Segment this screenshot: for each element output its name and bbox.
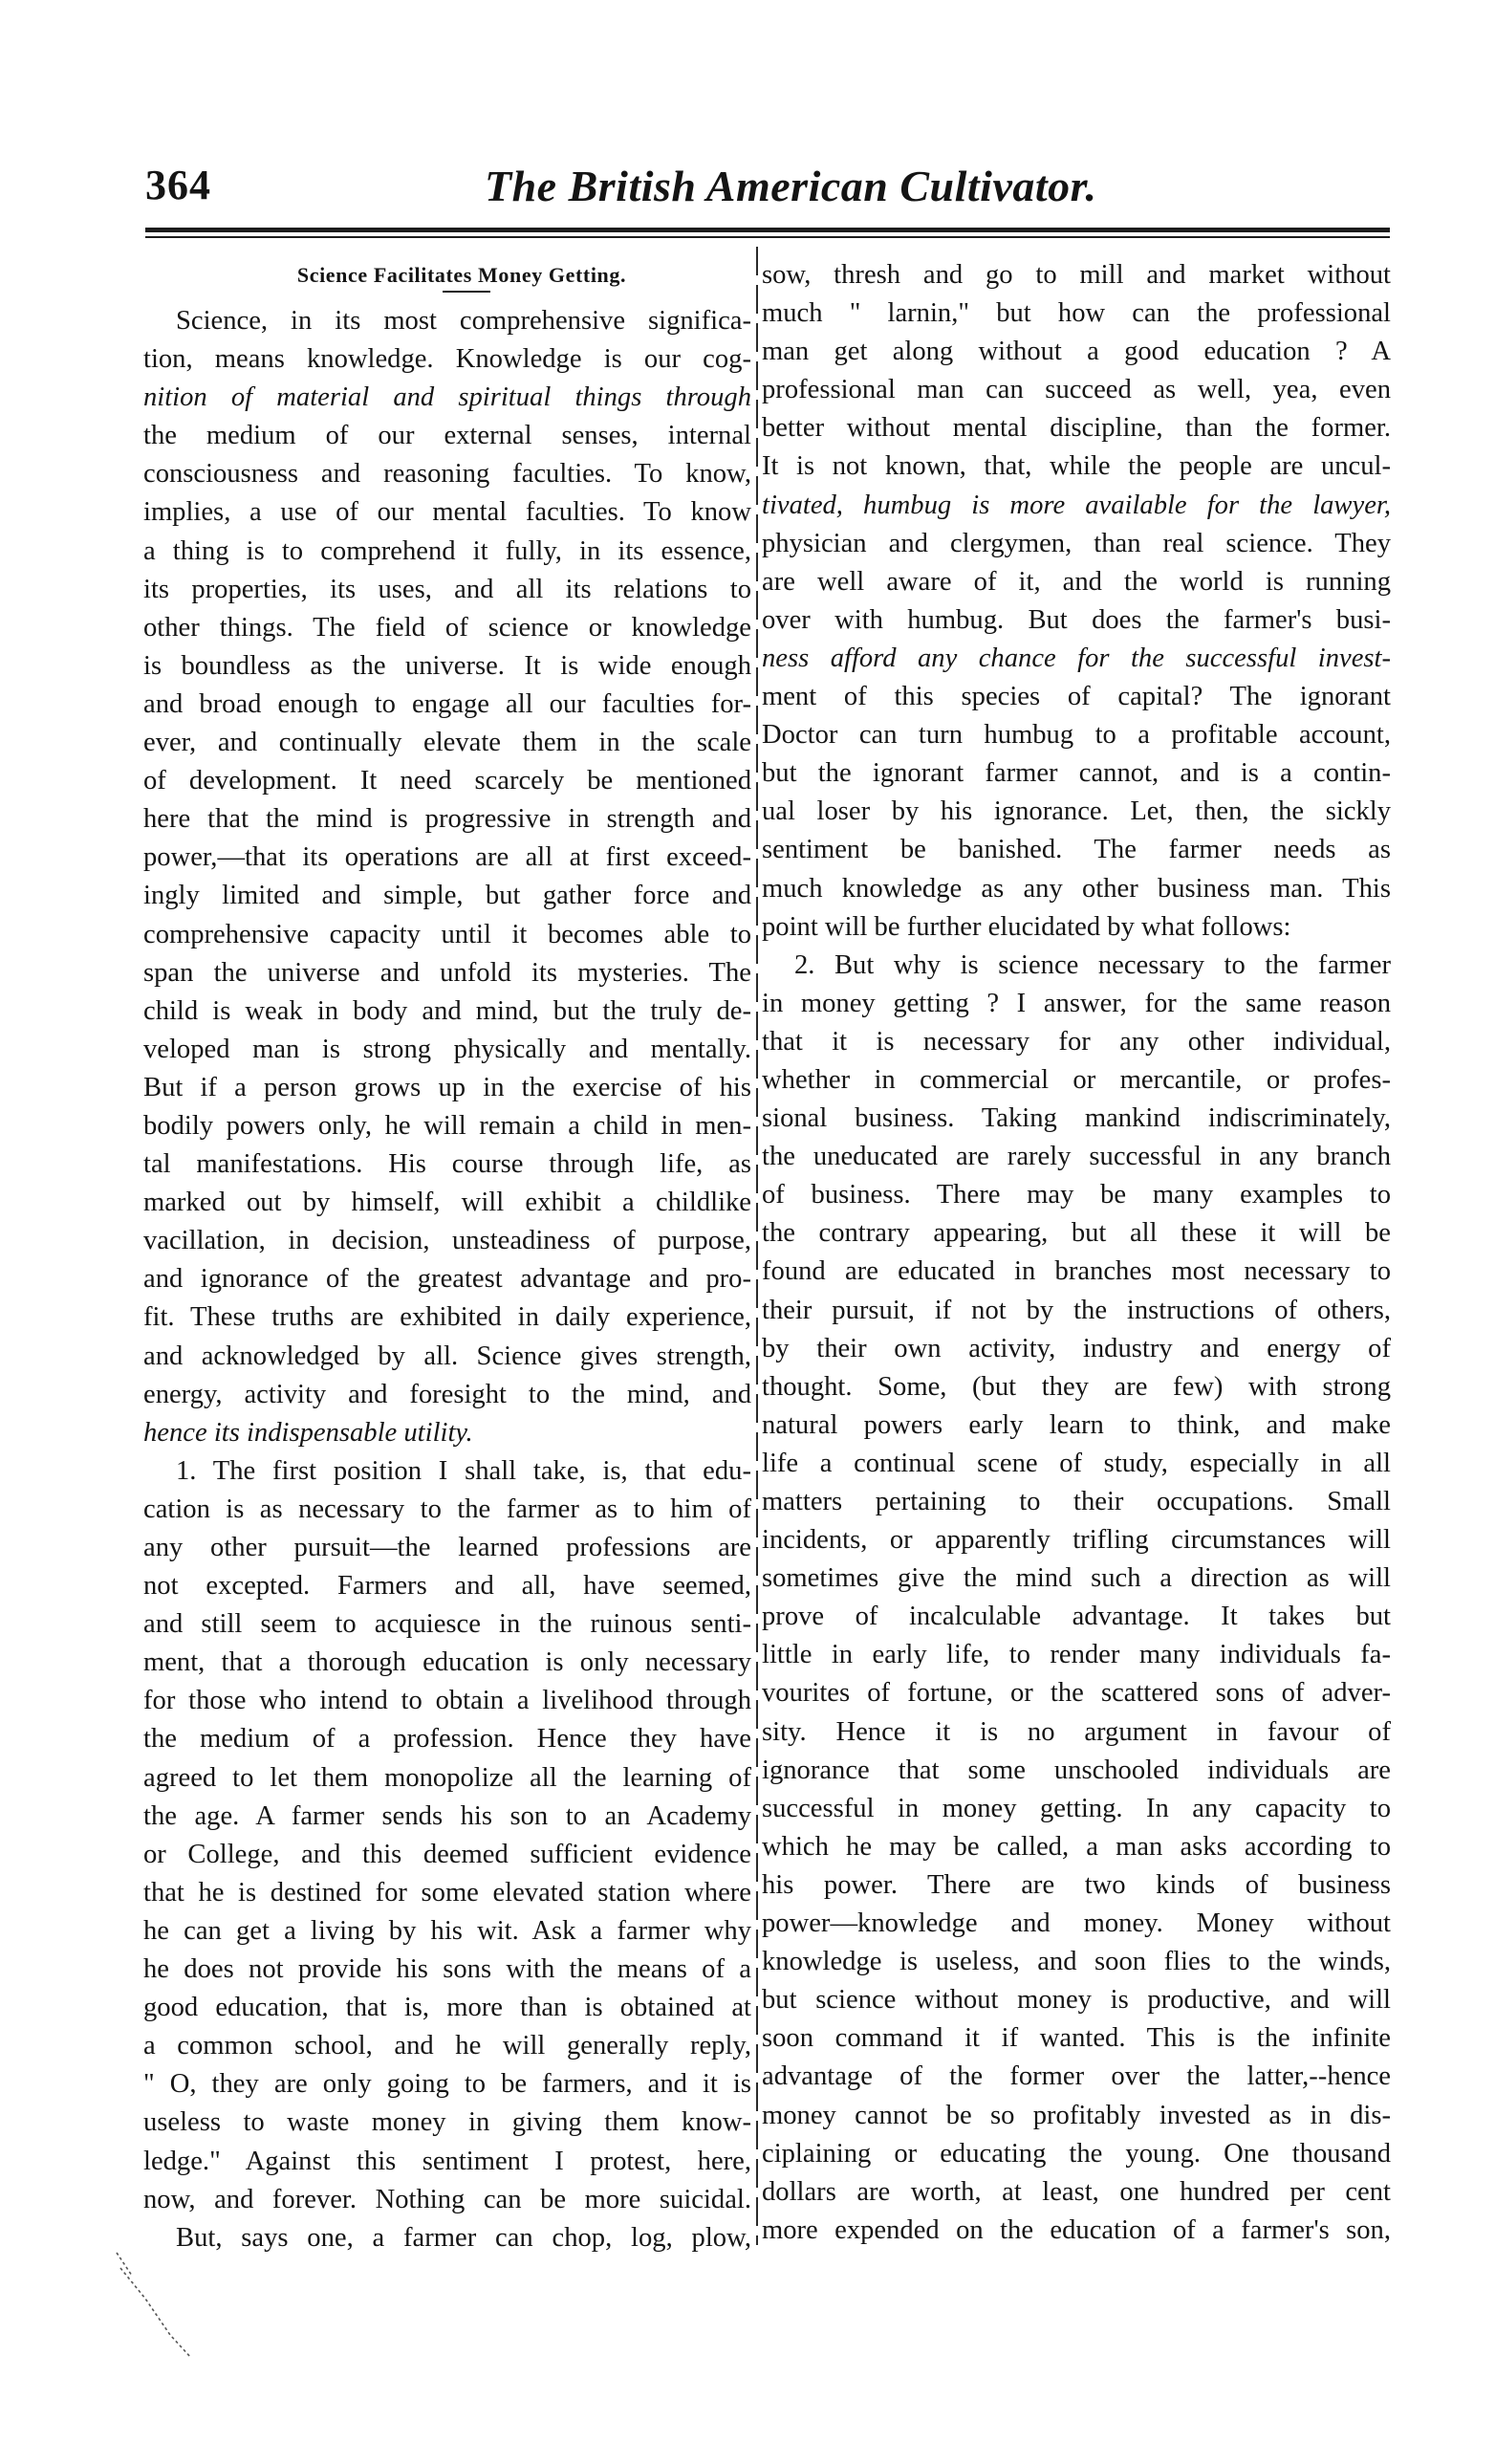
text-line: that it is necessary for any other individual, (762, 1026, 1391, 1057)
text-line: power—knowledge and money. Money without (762, 1908, 1391, 1939)
text-line: But if a person grows up in the exercise of his (143, 1072, 751, 1102)
text-line: successful in money getting. In any capacity to (762, 1793, 1391, 1823)
text-line: physician and clergymen, than real science. They (762, 528, 1391, 558)
text-line: good education, that is, more than is obtained at (143, 1993, 751, 2023)
running-title: The British American Cultivator. (485, 162, 1097, 210)
text-line: ciplaining or educating the young. One thousand (762, 2138, 1391, 2169)
text-line: ual loser by his ignorance. Let, then, the sickly (762, 796, 1391, 827)
text-line: their pursuit, if not by the instructions of others, (762, 1295, 1391, 1325)
text-line: its properties, its uses, and all its relations to (143, 574, 751, 604)
text-line: advantage of the former over the latter,--hence (762, 2061, 1391, 2092)
text-line: his power. There are two kinds of business (762, 1869, 1391, 1900)
text-line: little in early life, to render many individuals fa- (762, 1640, 1391, 1670)
text-line: and still seem to acquiesce in the ruinous senti- (143, 1609, 751, 1640)
text-line: implies, a use of our mental faculties. To know (143, 497, 751, 528)
text-line: found are educated in branches most necessary to (762, 1256, 1391, 1287)
text-line: sional business. Taking mankind indiscriminately, (762, 1103, 1391, 1134)
text-line: he does not provide his sons with the means of a (143, 1954, 751, 1985)
text-line: vacillation, in decision, unsteadiness of purpose, (143, 1226, 751, 1256)
text-line: hence its indispensable utility. (143, 1417, 473, 1448)
text-line: which he may be called, a man asks according to (762, 1831, 1391, 1862)
text-line: sity. Hence it is no argument in favour of (762, 1716, 1391, 1747)
text-line: any other pursuit—the learned professions are (143, 1533, 751, 1562)
text-line: " O, they are only going to be farmers, and it is (143, 2069, 751, 2100)
text-line: prove of incalculable advantage. It takes but (762, 1602, 1391, 1632)
text-line: that he is destined for some elevated station where (143, 1877, 751, 1908)
text-line: but the ignorant farmer cannot, and is a contin- (762, 758, 1391, 789)
text-line: energy, activity and foresight to the mind, and (143, 1379, 751, 1409)
text-line: now, and forever. Nothing can be more suicidal. (143, 2184, 751, 2214)
text-line: money cannot be so profitably invested as in dis- (762, 2100, 1391, 2130)
text-line: more expended on the education of a farmer's son, (762, 2214, 1391, 2245)
text-line: over with humbug. But does the farmer's busi- (762, 604, 1391, 635)
text-line: whether in commercial or mercantile, or profes- (762, 1064, 1391, 1095)
text-line: ingly limited and simple, but gather force and (143, 881, 751, 911)
text-line: fit. These truths are exhibited in daily experience, (143, 1302, 751, 1333)
text-line: natural powers early learn to think, and make (762, 1409, 1391, 1440)
text-line: Doctor can turn humbug to a profitable account, (762, 720, 1391, 751)
page-header (145, 161, 1388, 218)
left-column (143, 256, 751, 2257)
text-line: bodily powers only, he will remain a child in men- (143, 1110, 751, 1141)
text-line: the age. A farmer sends his son to an Academy (143, 1800, 751, 1831)
text-line: span the universe and unfold its mysteries. The (143, 957, 751, 988)
text-line: cation is as necessary to the farmer as to him of (143, 1494, 751, 1524)
text-line: and broad enough to engage all our faculties for- (143, 688, 751, 719)
text-line: ledge." Against this sentiment I protest, here, (143, 2146, 751, 2176)
text-line: and ignorance of the greatest advantage and pro- (143, 1264, 751, 1295)
text-line: useless to waste money in giving them know- (143, 2107, 751, 2138)
text-line: agreed to let them monopolize all the learning of (143, 1762, 751, 1793)
heading-dash (443, 291, 490, 293)
text-line: tivated, humbug is more available for the lawyer, (762, 490, 1391, 520)
right-column-text (762, 256, 1391, 2250)
text-line: in money getting ? I answer, for the same reason (762, 988, 1391, 1018)
text-line: a thing is to comprehend it fully, in its essence, (143, 535, 751, 566)
text-line: the medium of a profession. Hence they have (143, 1724, 751, 1755)
text-line: comprehensive capacity until it becomes able to (143, 919, 751, 949)
text-line: is boundless as the universe. It is wide enough (143, 650, 751, 681)
text-line: professional man can succeed as well, yea, even (762, 375, 1391, 405)
text-line: of development. It need scarcely be mentioned (143, 766, 751, 796)
text-line: matters pertaining to their occupations. Small (762, 1487, 1391, 1516)
text-line: sow, thresh and go to mill and market without (762, 260, 1391, 290)
text-line: veloped man is strong physically and mentally. (143, 1034, 751, 1064)
text-line: ment, that a thorough education is only necessary (143, 1647, 751, 1678)
text-line: consciousness and reasoning faculties. To know, (143, 459, 751, 490)
text-line: a common school, and he will generally reply, (143, 2031, 751, 2061)
text-line: Science, in its most comprehensive significa- (176, 306, 751, 336)
text-line: the contrary appearing, but all these it will be (762, 1218, 1391, 1249)
text-line: much knowledge as any other business man. This (762, 873, 1391, 904)
text-line: the medium of our external senses, internal (143, 421, 751, 451)
text-line: sometimes give the mind such a direction as will (762, 1563, 1391, 1594)
text-line: of business. There may be many examples to (762, 1180, 1391, 1210)
right-column (762, 256, 1391, 2250)
header-rule-thin (145, 236, 1390, 238)
text-line: much " larnin," but how can the professional (762, 298, 1391, 329)
text-line: but science without money is productive, and will (762, 1985, 1391, 2016)
text-line: point will be further elucidated by what follows: (762, 911, 1291, 942)
text-line: life a continual scene of study, especially in all (762, 1448, 1391, 1478)
text-line: power,—that its operations are all at first exceed- (143, 842, 751, 873)
text-line: vourites of fortune, or the scattered sons of adver- (762, 1678, 1391, 1709)
text-line: other things. The field of science or knowledge (143, 612, 751, 643)
text-line: ment of this species of capital? The ignorant (762, 682, 1391, 712)
article-heading: Science Facilitates Money Getting. (296, 263, 627, 287)
text-line: the uneducated are rarely successful in any branch (762, 1142, 1391, 1172)
text-line: 2. But why is science necessary to the farmer (794, 949, 1391, 980)
text-line: child is weak in body and mind, but the truly de- (143, 995, 751, 1026)
text-line: marked out by himself, will exhibit a childlike (143, 1188, 751, 1218)
pen-mark-scribble (113, 2249, 199, 2364)
text-line: nition of material and spiritual things through (143, 382, 751, 413)
column-divider (756, 247, 758, 2245)
text-line: thought. Some, (but they are few) with strong (762, 1371, 1391, 1402)
text-line: 1. The first position I shall take, is, that edu- (176, 1455, 751, 1486)
text-line: he can get a living by his wit. Ask a farmer why (143, 1915, 751, 1946)
text-line: man get along without a good education ? A (762, 337, 1391, 367)
text-line: for those who intend to obtain a livelihood through (143, 1686, 751, 1716)
text-line: soon command it if wanted. This is the infinite (762, 2023, 1391, 2054)
header-rule-thick (145, 228, 1390, 232)
text-line: by their own activity, industry and energy of (762, 1333, 1391, 1363)
text-line: sentiment be banished. The farmer needs as (762, 835, 1391, 865)
text-line: or College, and this deemed sufficient evidence (143, 1839, 751, 1869)
text-line: ignorance that some unschooled individuals are (762, 1755, 1391, 1785)
page-number: 364 (145, 162, 211, 208)
text-line: tal manifestations. His course through life, as (143, 1149, 751, 1180)
text-line: But, says one, a farmer can chop, log, plow, (176, 2222, 751, 2253)
text-line: ever, and continually elevate them in the scale (143, 728, 751, 758)
text-line: knowledge is useless, and soon flies to the winds, (762, 1947, 1391, 1977)
text-line: are well aware of it, and the world is running (762, 566, 1391, 597)
left-column-text (143, 302, 751, 2257)
text-line: ness afford any chance for the successful invest- (762, 643, 1391, 673)
text-line: It is not known, that, while the people are uncul- (762, 451, 1391, 482)
text-line: and acknowledged by all. Science gives strength, (143, 1341, 751, 1371)
text-line: dollars are worth, at least, one hundred per cent (762, 2176, 1391, 2207)
text-line: not excepted. Farmers and all, have seemed, (143, 1571, 751, 1602)
text-line: here that the mind is progressive in strength and (143, 804, 751, 835)
text-line: tion, means knowledge. Knowledge is our cog- (143, 344, 751, 375)
text-line: better without mental discipline, than the former. (762, 413, 1391, 444)
text-line: incidents, or apparently trifling circumstances will (762, 1525, 1391, 1556)
